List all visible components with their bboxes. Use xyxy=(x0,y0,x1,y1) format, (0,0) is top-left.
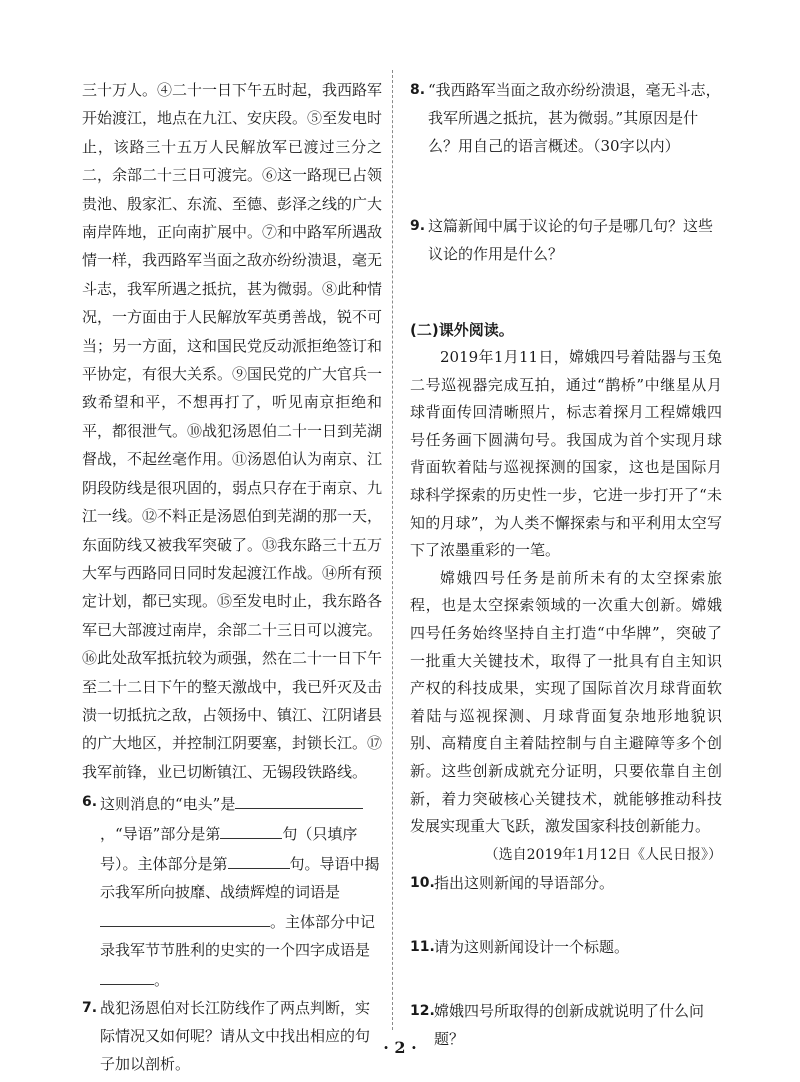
answer-blank-daoyu[interactable] xyxy=(220,818,282,839)
left-column xyxy=(82,76,382,1078)
question-11 xyxy=(410,933,722,961)
question-7 xyxy=(82,994,382,1078)
question-text: 请为这则新闻设计一个标题。 xyxy=(434,937,630,956)
question-number: 10. xyxy=(410,874,435,891)
question-text: 战犯汤恩伯对长江防线作了两点判断，实际情况又如何呢？请从文中找出相应的句子加以剖析。 xyxy=(100,999,371,1074)
question-10 xyxy=(410,869,722,897)
question-text: 。主体部分中记录我军节节胜利的史实的一个四字成语是 xyxy=(100,913,376,960)
question-number: 12. xyxy=(410,1002,435,1019)
question-number: 6. xyxy=(82,794,98,811)
right-column xyxy=(410,76,722,1053)
reading-paragraph-2: 嫦娥四号任务是前所未有的太空探索旅程，也是太空探索领域的一次重大创新。嫦娥四号任务始终坚持自主打造“中华牌”，突破了一批重大关键技术，取得了一批具有自主知识产权的科技成果，实现了国际首次月球背面软着陆与巡视探测、月球背面复杂地形地貌识别、高精度自主着陆控制与自主避障等多个创新。这些创新成就充分证明，只要依靠自主创新，着力突破核心关键技术，就能够推动科技发展实现重大飞跃，激发国家科技创新能力。 xyxy=(410,568,722,836)
section-title: (二)课外阅读。 xyxy=(410,321,514,339)
question-text: 句（只填序号）。主体部分是第 xyxy=(100,825,358,874)
question-text: 这则消息的“电头”是 xyxy=(100,795,236,814)
question-text: 指出这则新闻的导语部分。 xyxy=(434,873,615,892)
question-number: 7. xyxy=(82,1000,98,1017)
question-8 xyxy=(410,76,722,160)
answer-blank-ciyu-cont[interactable] xyxy=(186,906,270,927)
question-text: “我西路军当面之敌亦纷纷溃退，毫无斗志，我军所遇之抵抗，甚为微弱。”其原因是什么？用自己的语言概述。（30字以内） xyxy=(428,81,721,155)
question-text: 这篇新闻中属于议论的句子是哪几句？这些议论的作用是什么？ xyxy=(428,217,714,263)
column-divider xyxy=(392,70,393,1030)
question-number: 11. xyxy=(410,938,435,955)
question-number: 9. xyxy=(410,218,426,234)
answer-blank-ciyu[interactable] xyxy=(100,906,186,927)
question-6 xyxy=(82,788,382,994)
question-9 xyxy=(410,212,722,268)
question-text: 嫦娥四号所取得的创新成就说明了什么问题？ xyxy=(434,1001,705,1048)
source-citation: （选自2019年1月12日《人民日报》） xyxy=(484,846,722,863)
answer-blank-dianto[interactable] xyxy=(235,788,363,809)
page-number: · 2 · xyxy=(383,1038,417,1057)
question-text: 。 xyxy=(154,971,170,990)
reading-paragraph-1: 2019年1月11日，嫦娥四号着陆器与玉兔二号巡视器完成互拍，通过“鹊桥”中继星从月球背面传回清晰照片，标志着探月工程嫦娥四号任务画下圆满句号。我国成为首个实现月球背面软着陆与巡视探测的国家，这也是国际月球科学探索的历史性一步，它进一步打开了“未知的月球”，为人类不懈探索与和平利用太空写下了浓墨重彩的一笔。 xyxy=(410,348,722,560)
news-passage: 三十万人。④二十一日下午五时起，我西路军开始渡江，地点在九江、安庆段。⑤至发电时止，该路三十五万人民解放军已渡过三分之二，余部二十三日可渡完。⑥这一路现已占领贵池、殷家汇、东流、至德、彭泽之线的广大南岸阵地，正向南扩展中。⑦和中路军所遇敌情一样，我西路军当面之敌亦纷纷溃退，毫无斗志，我军所遇之抵抗，甚为微弱。⑧此种情况，一方面由于人民解放军英勇善战，锐不可当；另一方面，这和国民党反动派拒绝签订和平协定，有很大关系。⑨国民党的广大官兵一致希望和平，不想再打了，听见南京拒绝和平，都很泄气。⑩战犯汤恩伯二十一日到芜湖督战，不起丝毫作用。⑪汤恩伯认为南京、江阴段防线是很巩固的，弱点只存在于南京、九江一线。⑫不料正是汤恩伯到芜湖的那一天，东面防线又被我军突破了。⑬我东路三十五万大军与西路同日同时发起渡江作战。⑭所有预定计划，都已实现。⑮至发电时止，我东路各军已大部渡过南岸，余部二十三日可以渡完。⑯此处敌军抵抗较为顽强，然在二十一日下午至二十二日下午的整天激战中，我已歼灭及击溃一切抵抗之敌，占领扬中、镇江、江阴诸县的广大地区，并控制江阴要塞，封锁长江。⑰我军前锋，业已切断镇江、无锡段铁路线。 xyxy=(82,81,383,781)
answer-blank-chengyu[interactable] xyxy=(100,964,154,985)
question-text: ，“导语”部分是第 xyxy=(100,825,221,844)
question-text: 句。导语中揭示我军所向披靡、战绩辉煌的词语是 xyxy=(100,855,380,902)
answer-blank-zhuti[interactable] xyxy=(228,848,290,869)
question-number: 8. xyxy=(410,82,426,98)
